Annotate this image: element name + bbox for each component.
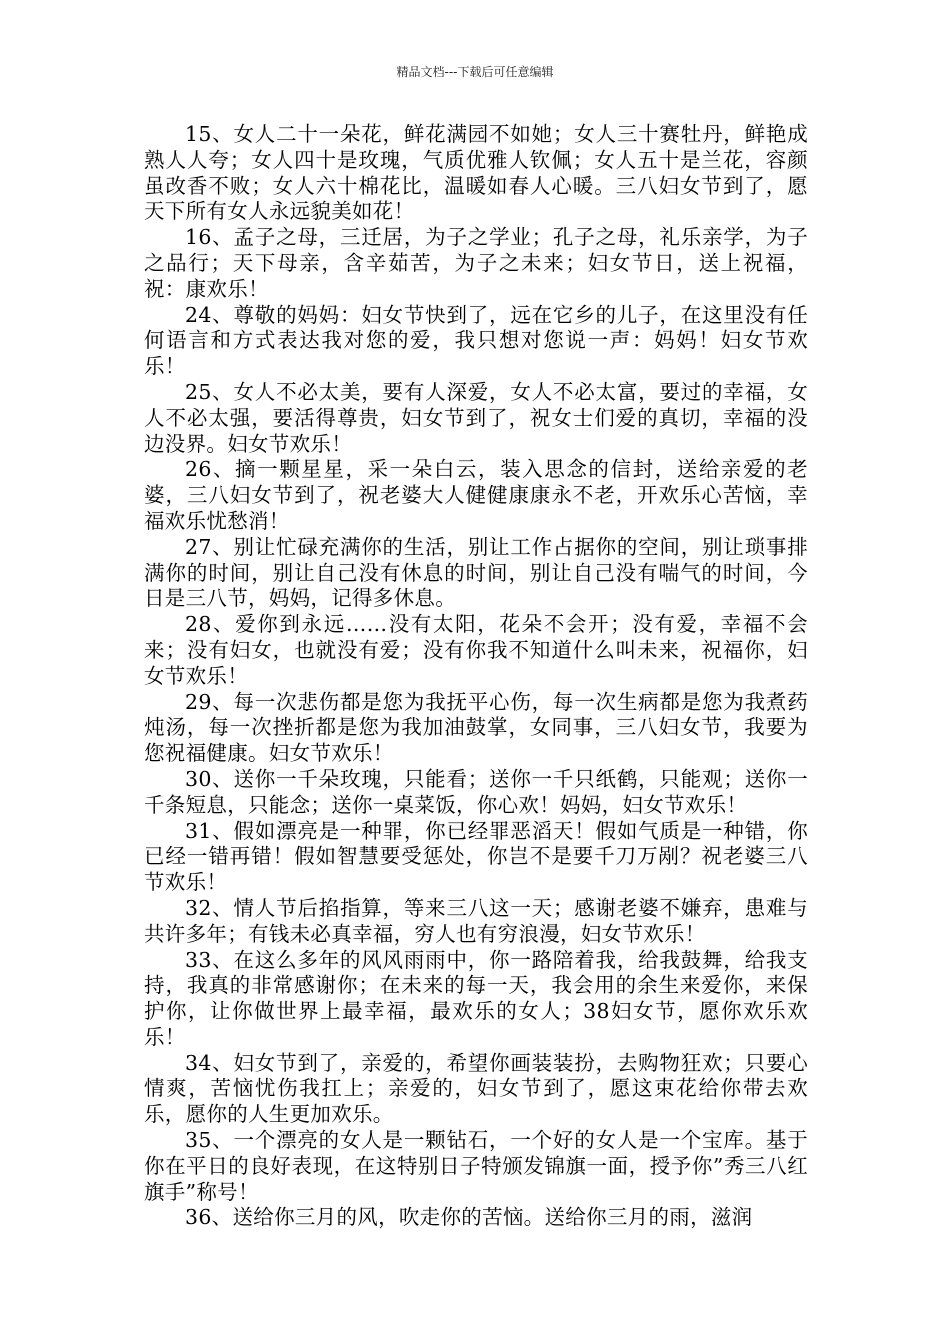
paragraph-26: 26、摘一颗星星，采一朵白云，装入思念的信封，送给亲爱的老婆，三八妇女节到了，祝老婆大人健健康康永不老，开欢乐心苦恼，幸福欢乐忧愁消！ bbox=[144, 457, 808, 533]
paragraph-33: 33、在这么多年的风风雨雨中，你一路陪着我，给我鼓舞，给我支持，我真的非常感谢你；在未来的每一天，我会用的余生来爱你，来保护你，让你做世界上最幸福，最欢乐的女人；38妇女节，愿你欢乐欢乐！ bbox=[144, 947, 808, 1049]
paragraph-35: 35、一个漂亮的女人是一颗钻石，一个好的女人是一个宝库。基于你在平日的良好表现，在这特别日子特颁发锦旗一面，授予你”秀三八红旗手”称号！ bbox=[144, 1128, 808, 1204]
paragraph-15: 15、女人二十一朵花，鲜花满园不如她；女人三十赛牡丹，鲜艳成熟人人夸；女人四十是玫瑰，气质优雅人钦佩；女人五十是兰花，容颜虽改香不败；女人六十棉花比，温暖如春人心暖。三八妇女节到了，愿天下所有女人永远貌美如花！ bbox=[144, 122, 808, 224]
paragraph-36: 36、送给你三月的风，吹走你的苦恼。送给你三月的雨，滋润 bbox=[185, 1205, 753, 1230]
paragraph-28: 28、爱你到永远……没有太阳，花朵不会开；没有爱，幸福不会来；没有妇女，也就没有爱；没有你我不知道什么叫未来，祝福你，妇女节欢乐！ bbox=[144, 612, 808, 688]
paragraph-32: 32、情人节后掐指算，等来三八这一天；感谢老婆不嫌弃，患难与共许多年；有钱未必真幸福，穷人也有穷浪漫，妇女节欢乐！ bbox=[144, 895, 808, 946]
paragraph-30: 30、送你一千朵玫瑰，只能看；送你一千只纸鹤，只能观；送你一千条短息，只能念；送你一桌菜饭，你心欢！妈妈，妇女节欢乐！ bbox=[144, 766, 808, 817]
paragraph-34: 34、妇女节到了，亲爱的，希望你画装装扮，去购物狂欢；只要心情爽，苦恼忧伤我扛上；亲爱的，妇女节到了，愿这束花给你带去欢乐，愿你的人生更加欢乐。 bbox=[144, 1050, 808, 1127]
paragraph-31: 31、假如漂亮是一种罪，你已经罪恶滔天！假如气质是一种错，你已经一错再错！假如智慧要受惩处，你岂不是要千刀万剐？祝老婆三八节欢乐！ bbox=[144, 818, 808, 895]
document-body bbox=[144, 122, 808, 1231]
paragraph-16: 16、孟子之母，三迁居，为子之学业；孔子之母，礼乐亲学，为子之品行；天下母亲，含辛茹苦，为子之未来；妇女节日，送上祝福，祝：康欢乐！ bbox=[144, 225, 808, 301]
paragraph-24: 24、尊敬的妈妈：妇女节快到了，远在它乡的儿子，在这里没有任何语言和方式表达我对您的爱，我只想对您说一声：妈妈！妇女节欢乐！ bbox=[144, 302, 808, 379]
page-header: 精品文档---下载后可任意编辑 bbox=[396, 65, 554, 79]
paragraph-25: 25、女人不必太美，要有人深爱，女人不必太富，要过的幸福，女人不必太强，要活得尊贵，妇女节到了，祝女士们爱的真切，幸福的没边没界。妇女节欢乐！ bbox=[144, 379, 808, 456]
paragraph-27: 27、别让忙碌充满你的生活，别让工作占据你的空间，别让琐事排满你的时间，别让自己没有休息的时间，别让自己没有喘气的时间，今日是三八节，妈妈，记得多休息。 bbox=[144, 534, 808, 611]
paragraph-29: 29、每一次悲伤都是您为我抚平心伤，每一次生病都是您为我煮药炖汤，每一次挫折都是您为我加油鼓掌，女同事，三八妇女节，我要为您祝福健康。妇女节欢乐！ bbox=[144, 689, 808, 766]
